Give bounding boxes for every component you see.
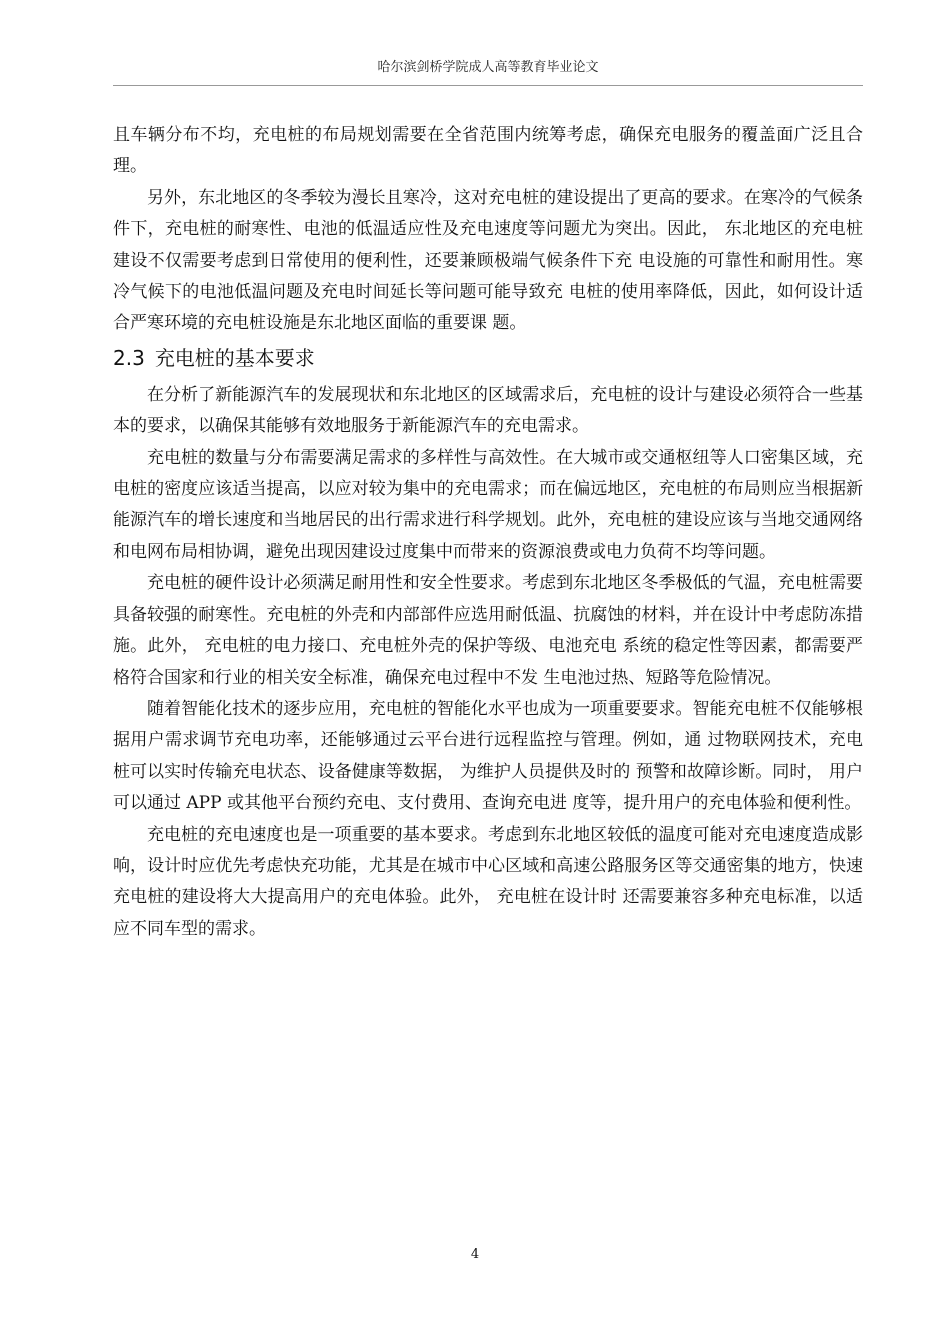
header-divider [113, 85, 863, 86]
thesis-body [113, 120, 863, 945]
paragraph-intro: 在分析了新能源汽车的发展现状和东北地区的区域需求后，充电桩的设计与建设必须符合一些基本的要求，以确保其能够有效地服务于新能源汽车的充电需求。 [113, 384, 863, 437]
section-heading [113, 342, 863, 374]
paragraph-charging-speed: 充电桩的充电速度也是一项重要的基本要求。考虑到东北地区较低的温度可能对充电速度造成影响，设计时应优先考虑快充功能，尤其是在城市中心区域和高速公路服务区等交通密集的地方，快速充电桩的建设将大大提高用户的充电体验。此外， 充电桩在设计时 还需要兼容多种充电标准，以适应不同车型的需求。 [113, 824, 863, 939]
page-number: 4 [470, 1247, 480, 1262]
page-header: 哈尔滨剑桥学院成人高等教育毕业论文 [377, 60, 599, 75]
section-number: 2.3 [113, 345, 145, 370]
paragraph-quantity-distribution: 充电桩的数量与分布需要满足需求的多样性与高效性。在大城市或交通枢纽等人口密集区域，充电桩的密度应该适当提高，以应对较为集中的充电需求；而在偏远地区，充电桩的布局则应当根据新能源汽车的增长速度和当地居民的出行需求进行科学规划。此外，充电桩的建设应该与当地交通网络和电网布局相协调，避免出现因建设过度集中而带来的资源浪费或电力负荷不均等问题。 [113, 447, 863, 562]
paragraph-smart-charging: 随着智能化技术的逐步应用，充电桩的智能化水平也成为一项重要要求。智能充电桩不仅能够根据用户需求调节充电功率，还能够通过云平台进行远程监控与管理。例如，通 过物联网技术，充电桩可以实时传输充电状态、设备健康等数据， 为维护人员提供及时的 预警和故障诊断。同时， 用户可以通过 APP 或其他平台预约充电、支付费用、查询充电进 度等，提升用户的充电体验和便利性。 [113, 698, 863, 814]
paragraph-hardware-design: 充电桩的硬件设计必须满足耐用性和安全性要求。考虑到东北地区冬季极低的气温，充电桩需要具备较强的耐寒性。充电桩的外壳和内部部件应选用耐低温、抗腐蚀的材料，并在设计中考虑防冻措施。此外， 充电桩的电力接口、充电桩外壳的保护等级、电池充电 系统的稳定性等因素，都需要严格符合国家和行业的相关安全标准，确保充电过程中不发 生电池过热、短路等危险情况。 [113, 573, 863, 688]
paragraph-winter-climate: 另外，东北地区的冬季较为漫长且寒冷，这对充电桩的建设提出了更高的要求。在寒冷的气候条件下，充电桩的耐寒性、电池的低温适应性及充电速度等问题尤为突出。因此， 东北地区的充电桩建设不仅需要考虑到日常使用的便利性，还要兼顾极端气候条件下充 电设施的可靠性和耐用性。寒冷气候下的电池低温问题及充电时间延长等问题可能导致充 电桩的使用率降低，因此，如何设计适合严寒环境的充电桩设施是东北地区面临的重要课 题。 [113, 187, 863, 334]
section-title: 充电桩的基本要求 [154, 345, 315, 370]
paragraph-continuation: 且车辆分布不均，充电桩的布局规划需要在全省范围内统筹考虑，确保充电服务的覆盖面广泛且合理。 [113, 125, 863, 177]
